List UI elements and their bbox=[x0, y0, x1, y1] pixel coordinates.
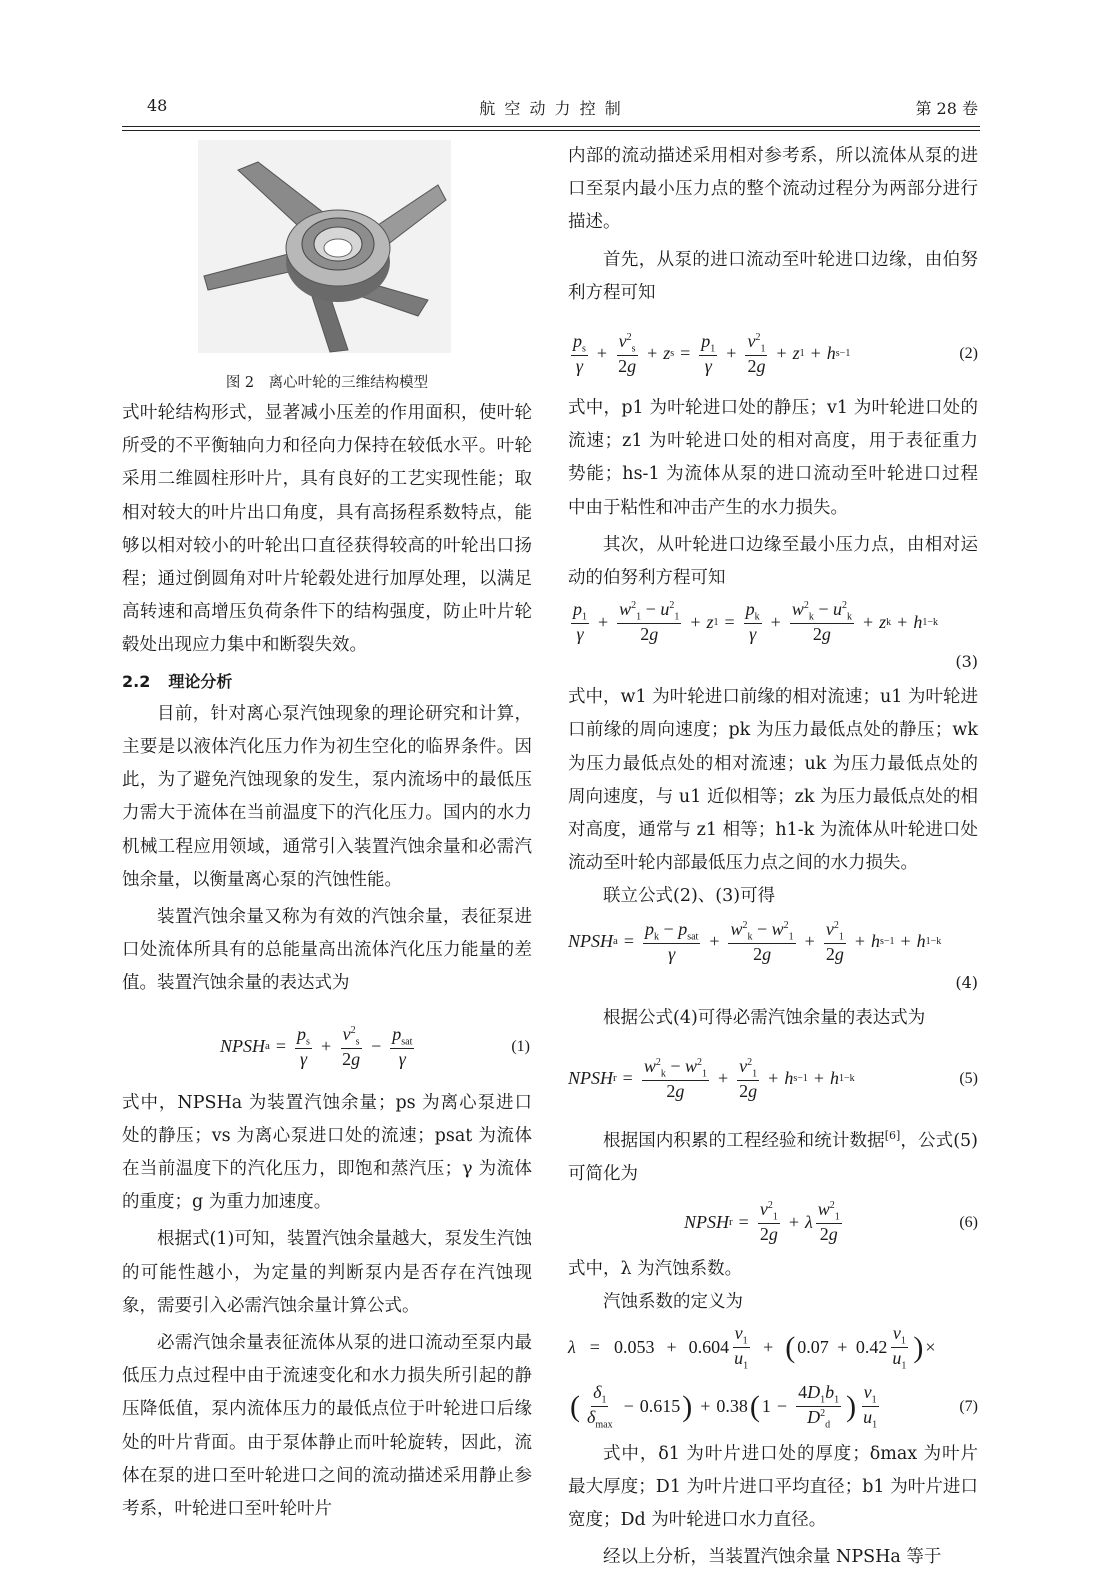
paragraph: 其次，从叶轮进口边缘至最小压力点，由相对运动的伯努利方程可知 bbox=[568, 534, 978, 589]
paragraph-text: ，公式(5)可简化为 bbox=[568, 1130, 978, 1185]
page-number: 48 bbox=[147, 96, 168, 115]
journal-name: 航 空 动 力 控 制 bbox=[479, 99, 623, 118]
equation-1: NPSH a = $\frac{p_s}{\gamma}$ + $\frac{v^2_s}{2g}$ − $p_{sat}$ γ (1) bbox=[220, 1023, 530, 1069]
paragraph: 根据式(1)可知，装置汽蚀余量越大，泵发生汽蚀的可能性越小，为定量的判断泵内是否存在汽蚀现象，需要引入必需汽蚀余量计算公式。 bbox=[122, 1229, 532, 1316]
equation-5: NPSH r = $\frac{w^2_k - w^2_1}{2g}$ + $\frac{v^2_1}{2g}$ + h s−1 + h 1−k (5) bbox=[568, 1055, 978, 1102]
paragraph bbox=[568, 1125, 978, 1191]
paragraph: 必需汽蚀余量表征流体从泵的进口流动至泵内最低压力点过程中由于流速变化和水力损失所引起的静压降低值，泵内流体压力的最低点位于叶轮进口后缘处的叶片背面。由于泵体静止而叶轮旋转，因此，流体在泵的进口至叶轮进口之间的流动描述采用静止参考系，叶轮进口至叶轮叶片 bbox=[122, 1333, 532, 1520]
figure-caption: 图 2 离心叶轮的三维结构模型 bbox=[225, 375, 429, 391]
header-rule-thin bbox=[122, 130, 980, 131]
paragraph: 式中，NPSHa 为装置汽蚀余量；ps 为离心泵进口处的静压；vs 为离心泵进口处的流速；psat 为流体在当前温度下的汽化压力，即饱和蒸汽压；γ 为流体的重度；g 为重力加速度。 bbox=[122, 1092, 532, 1213]
equation-number: (3) bbox=[955, 652, 978, 672]
paragraph: 目前，针对离心泵汽蚀现象的理论研究和计算，主要是以液体汽化压力作为初生空化的临界条件。因此，为了避免汽蚀现象的发生，泵内流场中的最低压力需大于流体在当前温度下的汽化压力。国内的水力机械工程应用领域，通常引入装置汽蚀余量和必需汽蚀余量，以衡量离心泵的汽蚀性能。 bbox=[122, 703, 532, 890]
equation-3: $p_1$ γ + $\frac{w^2_1 - u^2_1}{2g}$ + z 1 = $\frac{p_k}{\gamma}$ + $\frac{w^2_k - u^2_k}{2g}$ + z k + h 1−k (3) bbox=[568, 595, 978, 681]
right-column bbox=[568, 140, 978, 1574]
equation-6: NPSH r = $\frac{v^2_1}{2g}$ + λ $w^2_1$ 2g (6) bbox=[684, 1199, 978, 1245]
figure-2 bbox=[122, 140, 532, 362]
paragraph: 装置汽蚀余量又称为有效的汽蚀余量，表征泵进口处流体所具有的总能量高出流体汽化压力能量的差值。装置汽蚀余量的表达式为 bbox=[122, 907, 532, 994]
paragraph: 联立公式(2)、(3)可得 bbox=[603, 886, 776, 907]
paragraph: 式中，p1 为叶轮进口处的静压；v1 为叶轮进口处的流速；z1 为叶轮进口处的相对高度，用于表征重力势能；hs-1 为流体从泵的进口流动至叶轮进口过程中由于粘性和冲击产生的水力损失。 bbox=[568, 398, 978, 518]
paragraph-text: 根据国内积累的工程经验和统计数据 bbox=[603, 1130, 885, 1151]
equation-number: (7) bbox=[959, 1398, 978, 1416]
section-title: 理论分析 bbox=[168, 671, 233, 691]
equation-number: (2) bbox=[959, 345, 978, 363]
equation-number: (4) bbox=[955, 972, 978, 992]
left-column bbox=[122, 140, 532, 1526]
paragraph: 式中，w1 为叶轮进口前缘的相对流速；u1 为叶轮进口前缘的周向速度；pk 为压力最低点处的静压；wk 为压力最低点处的相对流速；uk 为压力最低点处的周向速度，与 u1 近似相等；zk 为压力最低点处的相对高度，通常与 z1 相等；h1-k 为流体从叶轮进口处流动至叶轮内部最低压力点之间的水力损失。 bbox=[568, 687, 978, 874]
equation-number: (6) bbox=[959, 1213, 978, 1231]
section-heading bbox=[122, 665, 532, 698]
equation-4: NPSH a = $p_k - p_{sat}$ γ + $\frac{w^2_k - w^2_1}{2g}$ + $\frac{v^2_1}{2g}$ + h s−1 + h 1−k (4) bbox=[568, 914, 978, 1002]
equation-number: (1) bbox=[511, 1038, 530, 1056]
paragraph: 式中，λ 为汽蚀系数。 bbox=[568, 1259, 743, 1280]
paragraph: 汽蚀系数的定义为 bbox=[603, 1292, 743, 1313]
equation-7: λ = 0.053 + 0.604 $\frac{v_1}{u_1}$ + ( 0.07 + 0.42 $v_1$ $u_1$ ) × ( $\delta_1$ $\delta_{max}$ − 0.615 ) + 0.38 ( 1 − $\frac{4D_1b_1}{D^2_d}$ ) $v_1$ $u_1$ (7) bbox=[568, 1323, 978, 1431]
equation-2: $p_s$ γ + $\frac{v^2_s}{2g}$ + z s = $\frac{p_1}{\gamma}$ + $\frac{v^2_1}{2g}$ + z 1 + h s−1 (2) bbox=[573, 331, 978, 377]
impeller-3d-model-image bbox=[198, 140, 451, 353]
paragraph: 式中，δ1 为叶片进口处的厚度；δmax 为叶片最大厚度；D1 为叶片进口平均直径；b1 为叶片进口宽度；Dd 为叶轮进口水力直径。 bbox=[568, 1443, 978, 1531]
citation-ref: [6] bbox=[884, 1129, 901, 1143]
paragraph: 根据公式(4)可得必需汽蚀余量的表达式为 bbox=[603, 1007, 926, 1028]
header-rule-thick bbox=[122, 126, 980, 127]
equation-number: (5) bbox=[959, 1070, 978, 1088]
paragraph: 经以上分析，当装置汽蚀余量 NPSHa 等于 bbox=[603, 1547, 942, 1568]
paragraph: 首先，从泵的进口流动至叶轮进口边缘，由伯努利方程可知 bbox=[568, 249, 978, 303]
volume-label: 第 28 卷 bbox=[915, 99, 978, 118]
paragraph: 式叶轮结构形式，显著减小压差的作用面积，使叶轮所受的不平衡轴向力和径向力保持在较低水平。叶轮采用二维圆柱形叶片，具有良好的工艺实现性能；取相对较大的叶片出口角度，具有高扬程系数特点，能够以相对较小的叶轮出口直径获得较高的叶轮出口扬程；通过倒圆角对叶片轮毂处进行加厚处理，以满足高转速和高增压负荷条件下的结构强度，防止叶片轮毂处出现应力集中和断裂失效。 bbox=[122, 403, 532, 656]
section-number: 2.2 bbox=[122, 671, 151, 691]
paragraph: 内部的流动描述采用相对参考系，所以流体从泵的进口至泵内最小压力点的整个流动过程分为两部分进行描述。 bbox=[568, 146, 978, 233]
